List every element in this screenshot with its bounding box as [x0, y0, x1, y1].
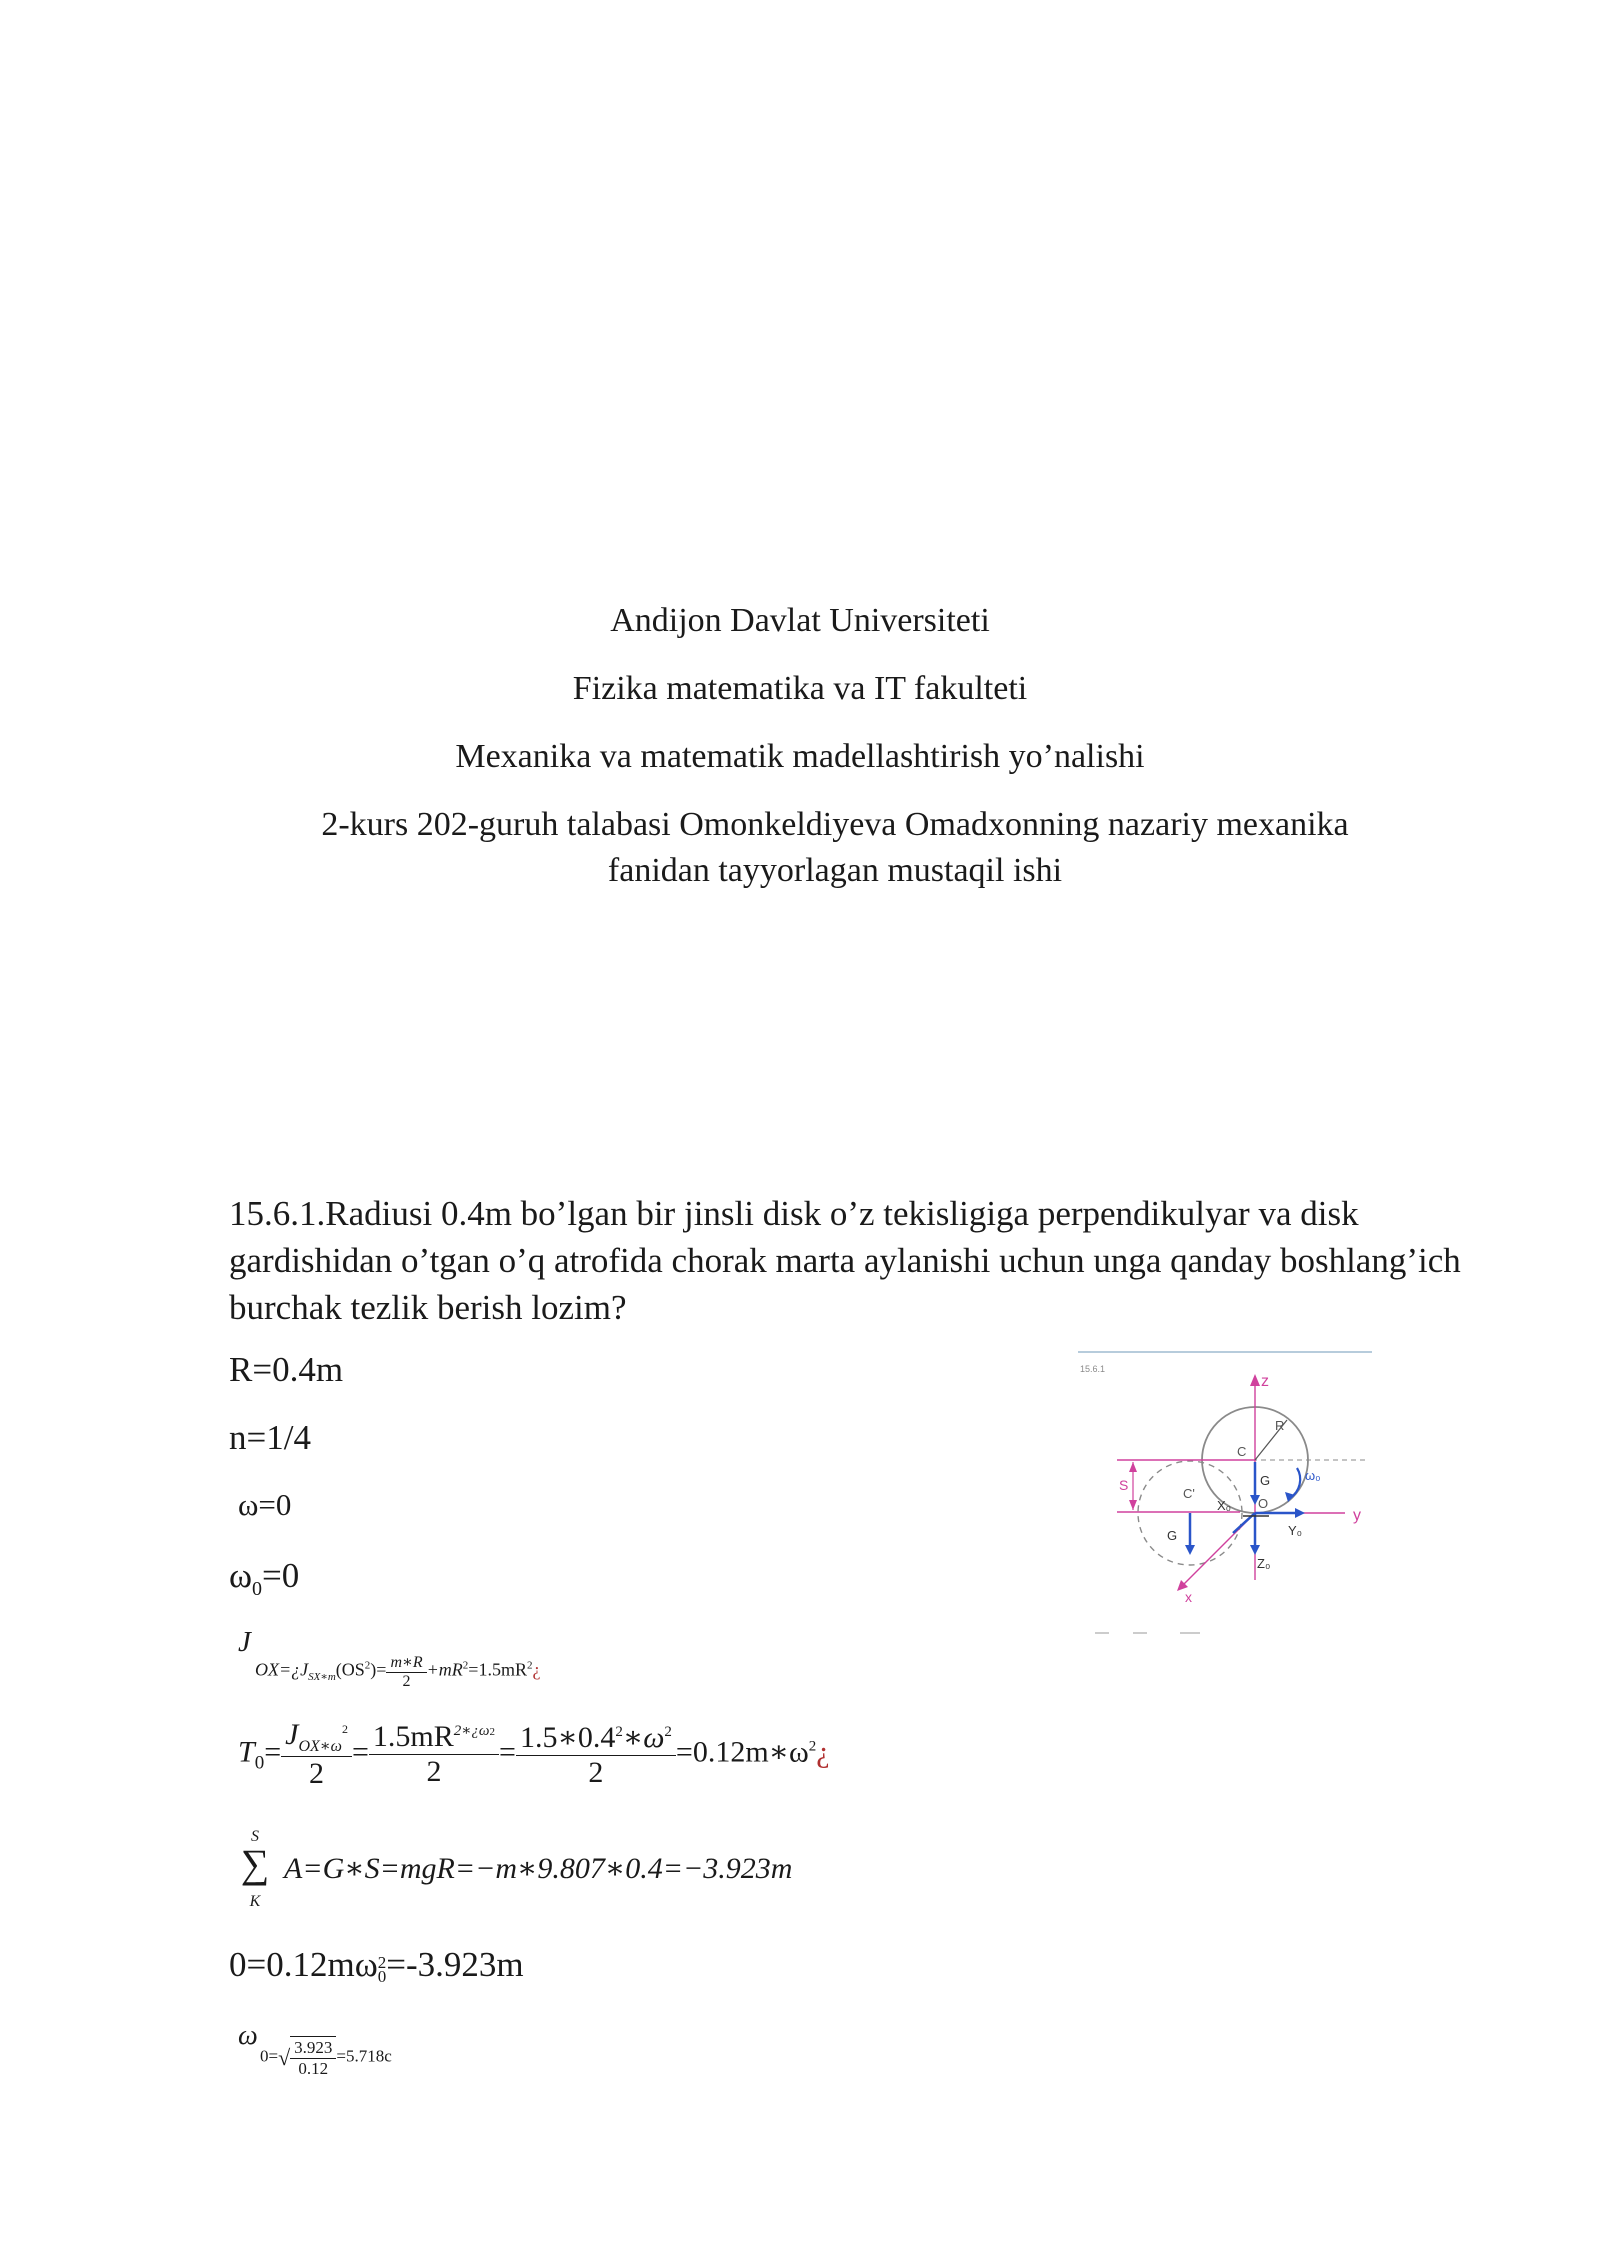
- problem-statement: 15.6.1.Radiusi 0.4m bo’lgan bir jinsli disk o’z tekisligiga perpendikulyar va disk gardishidan o’tgan o’q atrofida chorak marta aylanishi uchun unga qanday boshlang’ich burchak tezlik berish lozim?: [229, 1194, 1461, 1327]
- kinetic-energy-formula: $T_0=$ $\frac{J_{OX∗\omega}^2}{2}$ = $\frac{1.5mR^{2∗¿\omega 2}}{2}$ = $\frac{1.5∗0.4^2∗\omega^2}{2}$ $=0.12m∗\omega^2¿$: [238, 1718, 830, 1790]
- inertia-formula: $OX=¿J_{SX∗m}(OS^2)=$ $\frac{m∗R}{2}$ $+mR^2=1.5mR^2¿$: [255, 1654, 541, 1690]
- gravity-label-rotated: G: [1167, 1528, 1178, 1543]
- work-formula: A=G∗S=mgR=−m∗9.807∗0.4=−3.923m: [284, 1852, 793, 1885]
- direction-name: Mexanika va matematik madellashtirish yo’nalishi: [455, 738, 1145, 775]
- sum-upper-limit: S: [251, 1828, 259, 1845]
- center-label: C: [1237, 1444, 1247, 1459]
- reaction-z-label: Z₀: [1257, 1556, 1271, 1571]
- energy-equation: 0=0.12mω 2 0 =-3.923m: [229, 1945, 524, 1986]
- omega-fraction: $\frac{3.923}{0.12}$: [290, 2036, 336, 2079]
- disk-figure: [1075, 1350, 1375, 1640]
- radius-label: R: [1275, 1418, 1285, 1433]
- disk-diagram: [1075, 1350, 1375, 1640]
- figure-label: 15.6.1: [1080, 1364, 1106, 1374]
- sum-symbol: ∑: [240, 1841, 270, 1886]
- t0-fraction-3: $\frac{1.5∗0.4^2∗\omega^2}{2}$: [516, 1720, 676, 1790]
- reaction-x-label: X₀: [1217, 1498, 1232, 1513]
- university-name: Andijon Davlat Universiteti: [610, 602, 990, 639]
- omega-arc: [1290, 1468, 1300, 1498]
- sum-lower-limit: K: [249, 1893, 261, 1910]
- y-axis-label: y: [1353, 1507, 1361, 1524]
- student-line: 2-kurs 202-guruh talabasi Omonkeldiyeva Omadxonning nazariy mexanika fanidan tayyorlagan mustaqil ishi: [321, 806, 1349, 889]
- given-turns: n=1/4: [229, 1418, 311, 1457]
- z-axis-label: z: [1261, 1373, 1269, 1390]
- inertia-fraction: $\frac{m∗R}{2}$: [386, 1652, 426, 1691]
- s-label: S: [1119, 1477, 1129, 1493]
- given-radius: R=0.4m: [229, 1350, 344, 1389]
- gravity-label: G: [1260, 1473, 1271, 1488]
- omega-result: 0=√ $\frac{3.923}{0.12}$ =5.718c: [260, 2038, 392, 2078]
- omega-label: ω₀: [1305, 1468, 1321, 1483]
- reaction-y-label: Y₀: [1288, 1523, 1303, 1538]
- origin-label: O: [1258, 1496, 1269, 1511]
- faculty-name: Fizika matematika va IT fakulteti: [572, 670, 1028, 707]
- title-block: [0, 598, 1600, 894]
- t0-fraction-1: $\frac{J_{OX∗\omega}^2}{2}$: [281, 1718, 352, 1791]
- given-omega0: $\omega_0=0$: [229, 1556, 300, 1600]
- inertia-symbol: J: [238, 1626, 251, 1658]
- x-axis-label: x: [1185, 1589, 1192, 1605]
- t0-fraction-2: $\frac{1.5mR^{2∗¿\omega 2}}{2}$: [369, 1720, 499, 1789]
- omega-symbol: ω: [238, 2020, 258, 2051]
- center-prime-label: C': [1183, 1486, 1195, 1501]
- given-omega: ω=0: [238, 1487, 292, 1522]
